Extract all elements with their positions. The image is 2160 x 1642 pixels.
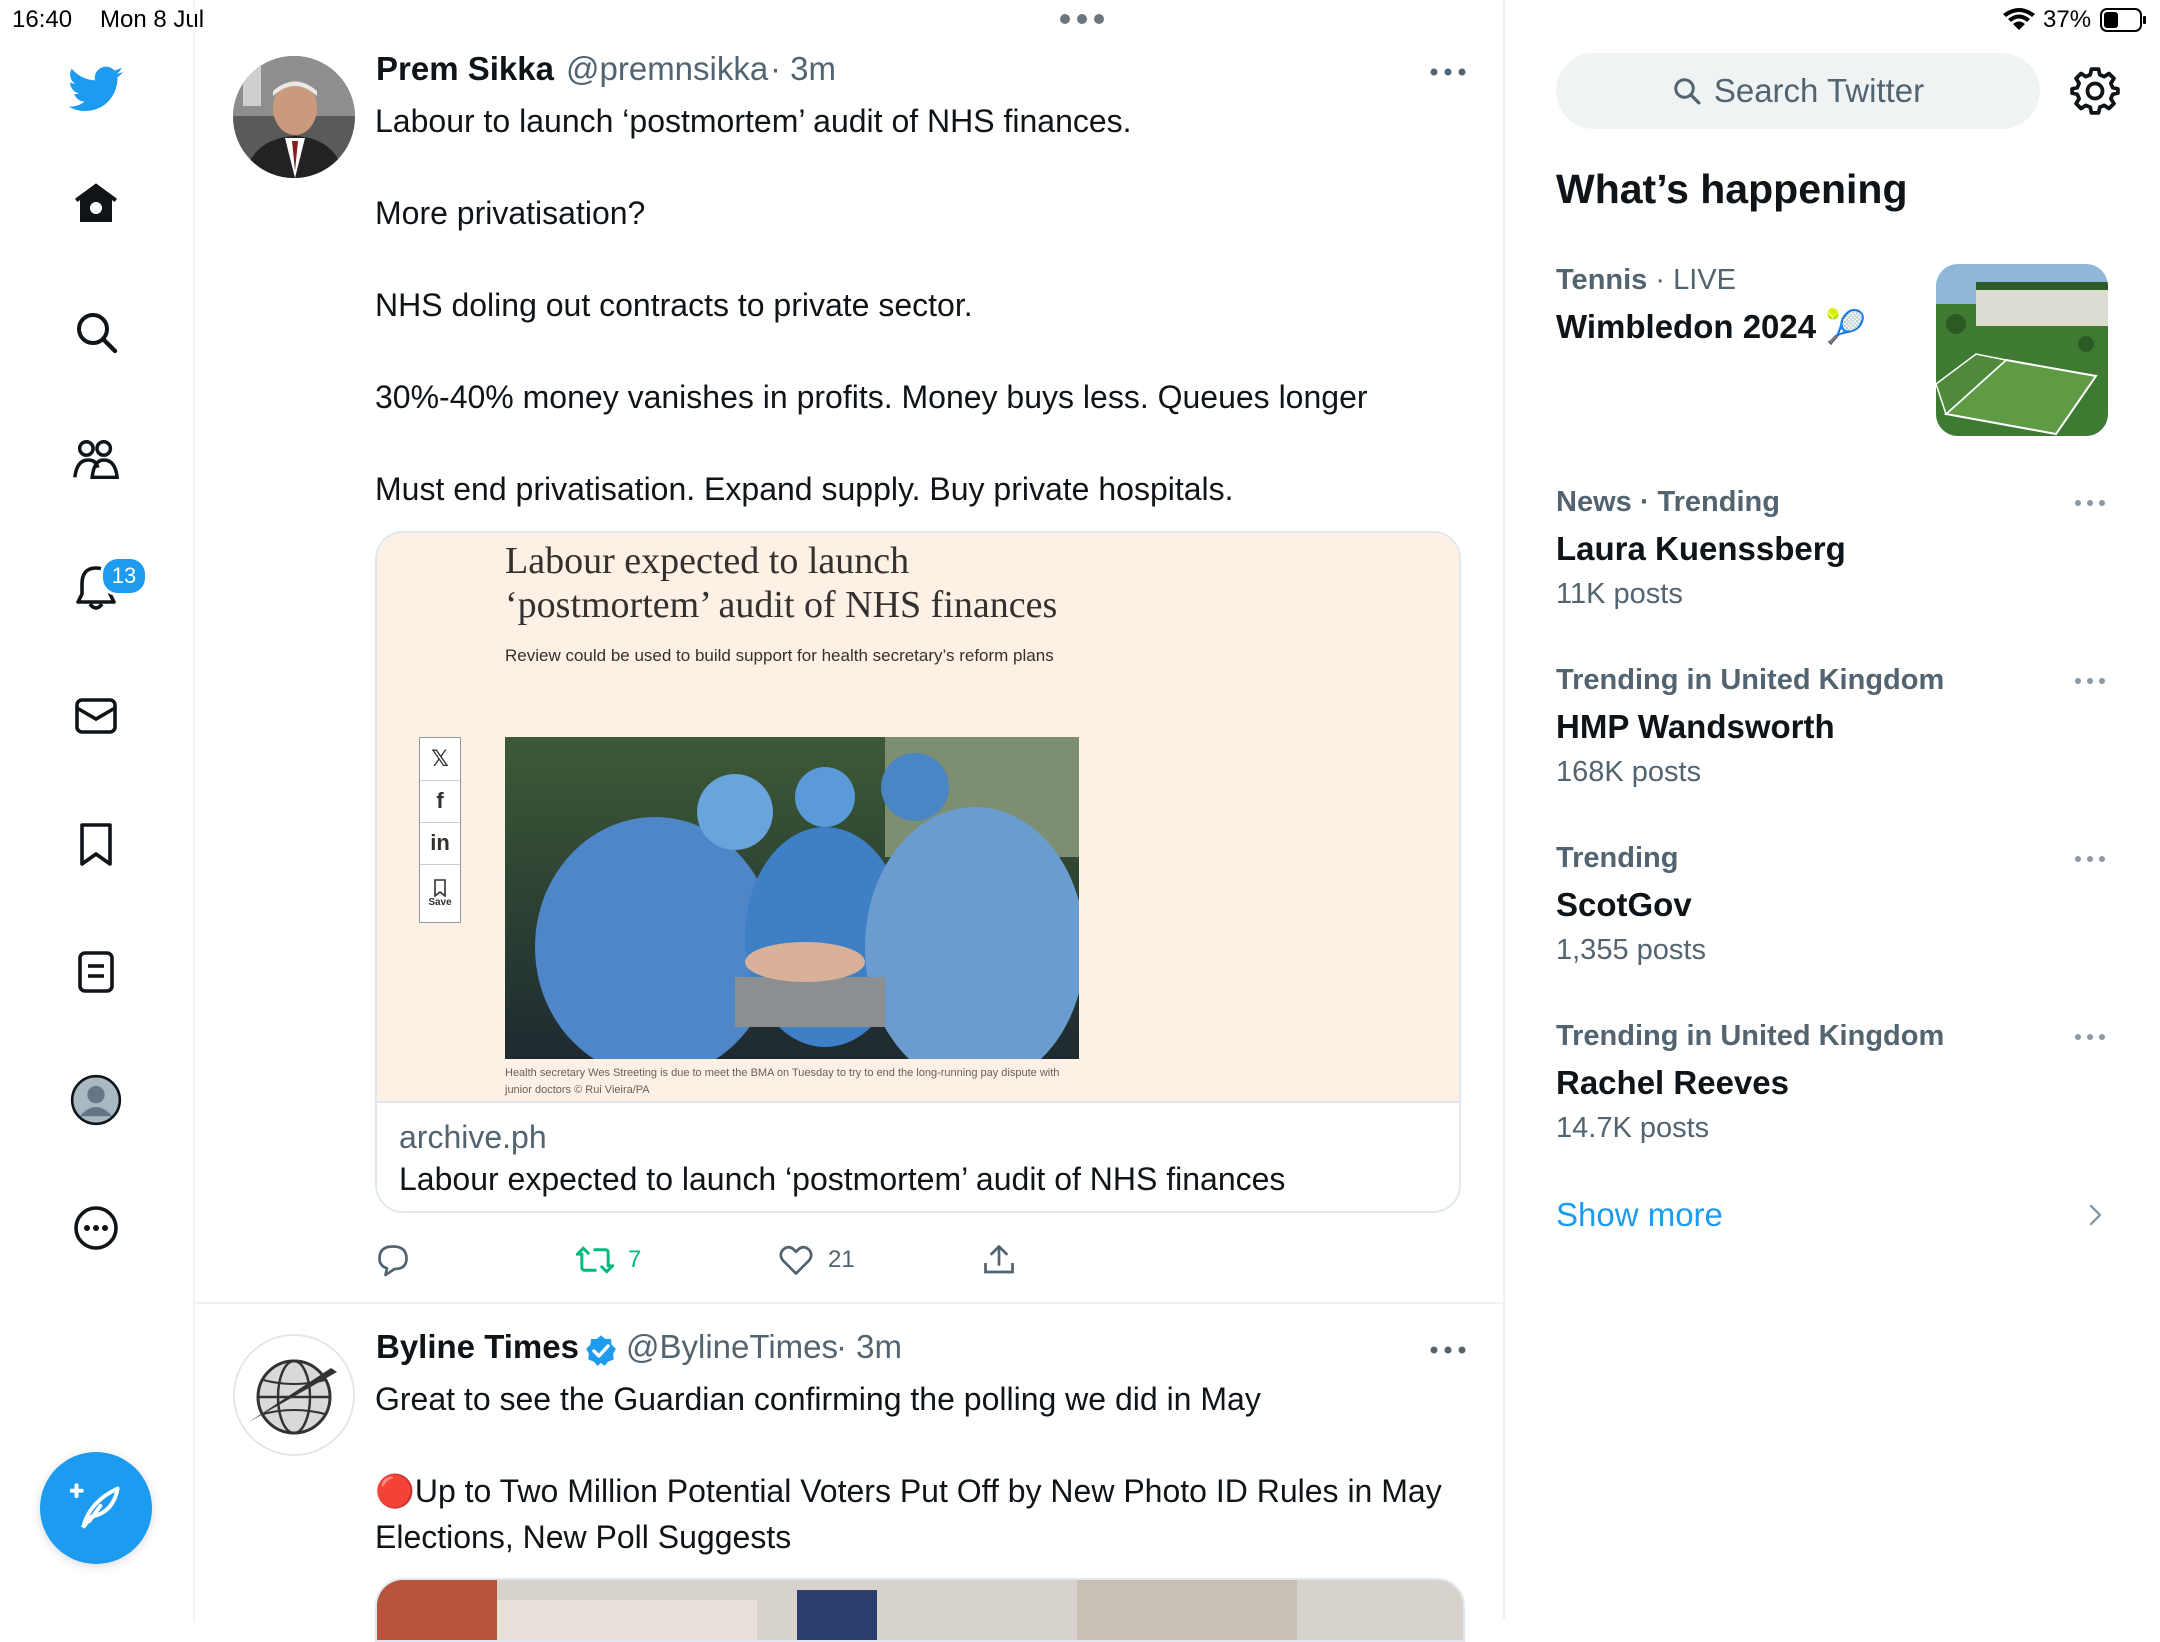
home-icon	[72, 180, 120, 228]
tweet-text: Great to see the Guardian confirming the polling we did in May 🔴Up to Two Million Potential Voters Put Off by New Photo ID Rules in May Elections, New Poll Suggests	[375, 1381, 1442, 1555]
nav-lists[interactable]	[64, 940, 128, 1004]
tweet-author-name[interactable]: Byline Times	[376, 1328, 579, 1365]
tweet-more-icon[interactable]	[1428, 66, 1468, 78]
trend-item[interactable]	[1556, 1020, 2116, 1150]
trend-item[interactable]	[1556, 486, 2116, 616]
retweet-icon	[576, 1242, 614, 1278]
article-headline: Labour expected to launch ‘postmortem’ audit of NHS finances	[505, 540, 1058, 626]
nav-home[interactable]	[64, 172, 128, 236]
twitter-logo[interactable]	[64, 58, 128, 122]
chevron-right-icon[interactable]	[2086, 1200, 2106, 1230]
avatar-photo	[233, 56, 355, 178]
retweet-count: 7	[628, 1246, 642, 1273]
profile-icon	[70, 1074, 122, 1126]
tweet-media-preview[interactable]	[375, 1578, 1465, 1642]
nav-explore[interactable]	[64, 300, 128, 364]
share-save	[420, 864, 460, 922]
status-time: 16:40	[12, 6, 73, 33]
share-linkedin-icon: in	[420, 822, 460, 865]
search-twitter-input[interactable]	[1556, 53, 2040, 129]
communities-icon	[71, 436, 121, 484]
reply-icon	[375, 1242, 411, 1278]
notifications-badge: 13	[100, 556, 148, 596]
heart-icon	[778, 1242, 814, 1278]
retweet-button[interactable]	[576, 1236, 641, 1284]
whats-happening-title: What’s happening	[1556, 166, 1908, 212]
tweet-text: Labour to launch ‘postmortem’ audit of NHS finances. More privatisation? NHS doling out contracts to private sector. 30%-40% money vanishes in profits. Money buys less. Queues longer Must end privatisation. Expand supply. Buy private hospitals.	[375, 103, 1368, 507]
bookmarks-icon	[72, 820, 120, 868]
messages-icon	[72, 692, 120, 740]
tweet-author-handle[interactable]: @premnsikka	[566, 50, 769, 87]
trend-more-icon[interactable]	[2074, 676, 2106, 686]
trend-post-count: 168K posts	[1556, 756, 1702, 788]
nav-messages[interactable]	[64, 684, 128, 748]
share-icon	[981, 1242, 1017, 1278]
tweet-divider	[193, 1302, 1503, 1304]
share-x-icon: 𝕏	[420, 738, 460, 781]
wimbledon-courts-image	[1936, 264, 2108, 436]
nav-more[interactable]	[64, 1196, 128, 1260]
trend-name: Laura Kuenssberg	[1556, 530, 1846, 567]
trend-category-name: Tennis	[1556, 264, 1648, 296]
tweet-author-name[interactable]: Prem Sikka	[376, 50, 554, 87]
verified-badge-icon	[584, 1334, 618, 1368]
compose-icon	[70, 1482, 122, 1534]
more-icon	[72, 1204, 120, 1252]
save-label: Save	[428, 896, 452, 908]
trend-category: News · Trending	[1556, 486, 1780, 518]
trend-item[interactable]	[1556, 664, 2116, 794]
nav-communities[interactable]	[64, 428, 128, 492]
lists-icon	[72, 948, 120, 996]
like-count: 21	[828, 1246, 855, 1273]
search-icon	[72, 308, 120, 356]
media-image	[377, 1580, 1463, 1640]
card-title: Labour expected to launch ‘postmortem’ audit of NHS finances	[399, 1161, 1286, 1197]
trend-category: Trending in United Kingdom	[1556, 1020, 1945, 1052]
trend-category	[1556, 264, 1736, 297]
compose-tweet-button[interactable]	[40, 1452, 152, 1564]
trend-item[interactable]	[1556, 264, 1916, 434]
tweet-more-icon[interactable]	[1428, 1344, 1468, 1356]
article-share-column	[419, 737, 461, 923]
trend-name: HMP Wandsworth	[1556, 708, 1835, 745]
trend-category-suffix: · LIVE	[1655, 264, 1736, 296]
nav-profile[interactable]	[64, 1068, 128, 1132]
trend-post-count: 14.7K posts	[1556, 1112, 1710, 1144]
show-more-link[interactable]: Show more	[1556, 1196, 1723, 1233]
avatar-byline-times[interactable]	[233, 1334, 355, 1456]
byline-globe-logo	[235, 1336, 353, 1454]
twitter-bird-icon	[68, 66, 124, 114]
search-icon	[1672, 76, 1702, 106]
tweet-timestamp[interactable]: · 3m	[770, 50, 836, 87]
share-facebook-icon: f	[420, 780, 460, 823]
trend-more-icon[interactable]	[2074, 1032, 2106, 1042]
photo-caption: Health secretary Wes Streeting is due to meet the BMA on Tuesday to try to end the long-running pay dispute with junior doctors © Rui Vieira/PA	[505, 1067, 1060, 1096]
card-image	[377, 533, 1461, 1101]
article-subheadline: Review could be used to build support for health secretary’s reform plans	[505, 646, 1054, 665]
trend-category: Trending	[1556, 842, 1679, 874]
battery-icon	[2100, 8, 2148, 32]
left-navigation-rail	[0, 0, 195, 1620]
trend-more-icon[interactable]	[2074, 498, 2106, 508]
settings-gear-icon[interactable]	[2070, 66, 2120, 116]
status-date: Mon 8 Jul	[100, 6, 205, 33]
trend-more-icon[interactable]	[2074, 854, 2106, 864]
card-footer	[377, 1101, 1461, 1213]
save-bookmark-icon	[433, 879, 447, 897]
search-placeholder: Search Twitter	[1713, 72, 1925, 109]
trend-item[interactable]	[1556, 842, 2116, 972]
share-button[interactable]	[981, 1236, 1017, 1284]
tweet-timestamp[interactable]: · 3m	[836, 1328, 902, 1365]
card-domain: archive.ph	[399, 1119, 547, 1155]
avatar-prem-sikka[interactable]	[233, 56, 355, 178]
reply-button[interactable]	[375, 1236, 411, 1284]
trend-category: Trending in United Kingdom	[1556, 664, 1945, 696]
battery-percent: 37%	[2043, 6, 2092, 33]
nav-bookmarks[interactable]	[64, 812, 128, 876]
tweet-author-handle[interactable]: @BylineTimes	[626, 1328, 838, 1365]
wimbledon-thumbnail[interactable]	[1936, 264, 2108, 436]
trend-post-count: 11K posts	[1556, 578, 1683, 610]
trend-name: ScotGov	[1556, 886, 1692, 923]
link-preview-card[interactable]	[375, 531, 1461, 1213]
trend-name: Rachel Reeves	[1556, 1064, 1789, 1101]
like-button[interactable]	[778, 1236, 855, 1284]
article-photo-surgeons	[505, 737, 1079, 1059]
wifi-icon	[2002, 8, 2036, 32]
trend-name: Wimbledon 2024 🎾	[1556, 308, 1867, 345]
trend-post-count: 1,355 posts	[1556, 934, 1706, 966]
